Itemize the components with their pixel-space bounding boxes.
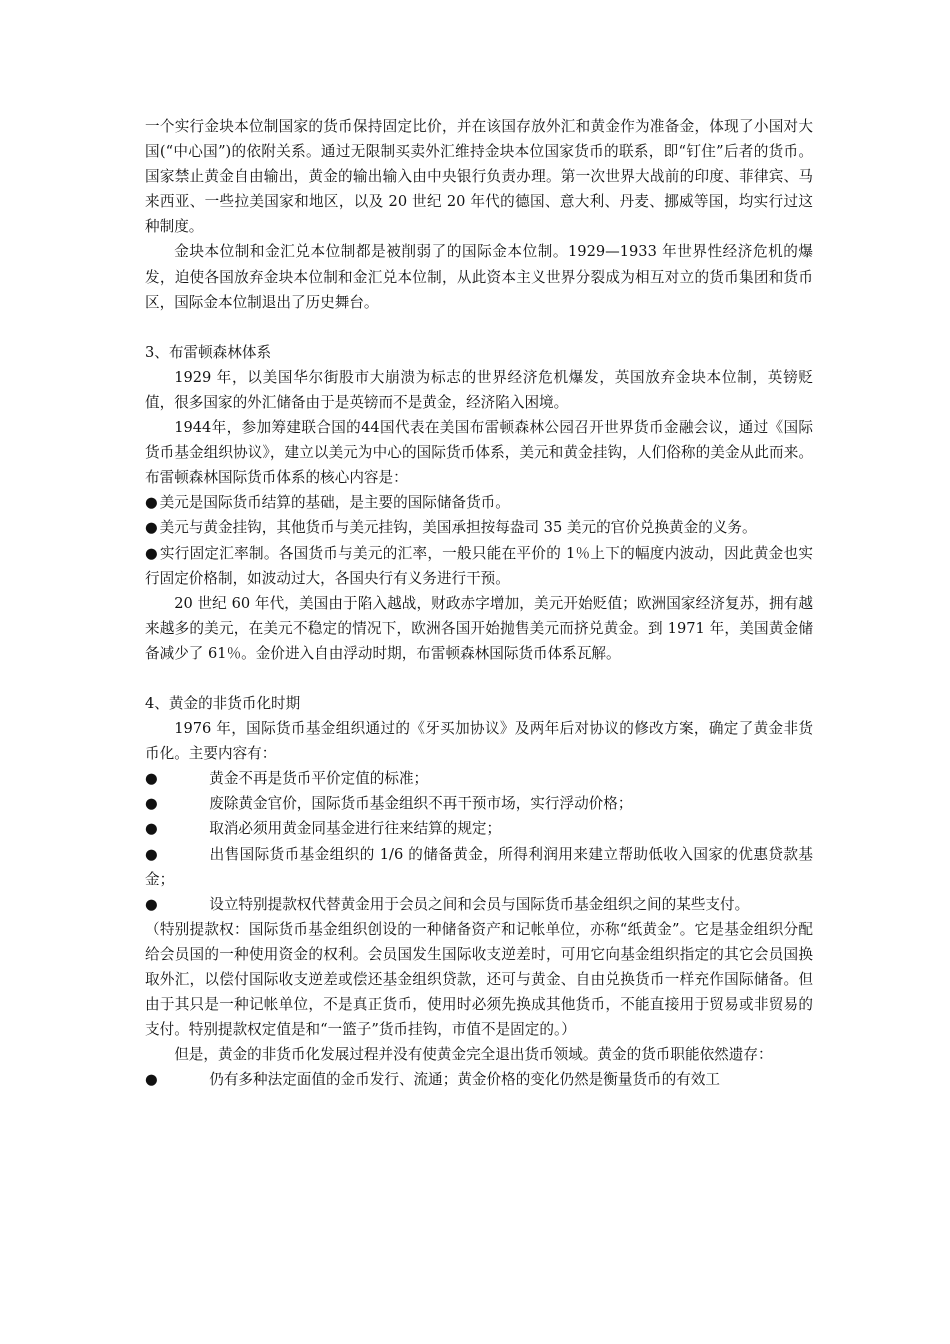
paragraph-residual-function: 但是，黄金的非货币化发展过程并没有使黄金完全退出货币领域。黄金的货币职能依然遗存： (174, 1046, 773, 1064)
bullet-text: 美元与黄金挂钩，其他货币与美元挂钩，美国承担按每盎司 35 美元的官价兑换黄金的义务。 (159, 519, 757, 537)
bullet-item (145, 791, 813, 816)
paragraph-jamaica-agreement: 1976 年，国际货币基金组织通过的《牙买加协议》及两年后对协议的修改方案，确定了黄金非货币化。主要内容有： (145, 720, 813, 763)
bullet-text: 美元是国际货币结算的基础，是主要的国际储备货币。 (159, 494, 510, 512)
paragraph-1929-crisis: 1929 年，以美国华尔街股市大崩溃为标志的世界经济危机爆发，英国放弃金块本位制，英镑贬值，很多国家的外汇储备由于是英镑而不是黄金，经济陷入困境。 (145, 368, 813, 411)
bullet-icon: ● (145, 544, 158, 562)
bullet-item (145, 892, 813, 917)
bullet-icon: ● (145, 494, 158, 512)
bullet-item (145, 515, 813, 540)
section-heading-bretton-woods: 3、布雷顿森林体系 (145, 343, 272, 361)
bullet-icon: ● (145, 770, 158, 788)
paragraph-sdr-note: （特别提款权：国际货币基金组织创设的一种储备资产和记帐单位，亦称“纸黄金”。它是基金组织分配给会员国的一种使用资金的权利。会员国发生国际收支逆差时，可用它向基金组织指定的其它会员国换取外汇，以偿付国际收支逆差或偿还基金组织贷款，还可与黄金、自由兑换货币一样充作国际储备。但由于其只是一种记帐单位，不是真正货币，使用时必须先换成其他货币，不能直接用于贸易或非贸易的支付。特别提款权定值是和“一篮子”货币挂钩，市值不是固定的。） (145, 920, 813, 1039)
bullet-text: 仍有多种法定面值的金币发行、流通；黄金价格的变化仍然是衡量货币的有效工 (209, 1071, 721, 1089)
spacer (145, 315, 813, 340)
bullet-text: 出售国际货币基金组织的 1/6 的储备黄金，所得利润用来建立帮助低收入国家的优惠贷款基金； (145, 845, 813, 888)
bullet-item (145, 842, 813, 892)
bullet-text: 废除黄金官价，国际货币基金组织不再干预市场，实行浮动价格； (209, 795, 633, 813)
bullet-icon: ● (145, 1071, 158, 1089)
bullet-text: 取消必须用黄金同基金进行往来结算的规定； (209, 820, 502, 838)
bullet-icon: ● (145, 795, 158, 813)
bullet-text: 设立特别提款权代替黄金用于会员之间和会员与国际货币基金组织之间的某些支付。 (209, 895, 750, 913)
bullet-icon: ● (145, 820, 158, 838)
paragraph-1944-conference: 1944年，参加筹建联合国的44国代表在美国布雷顿森林公园召开世界货币金融会议，通过《国际货币基金组织协议》，建立以美元为中心的国际货币体系，美元和黄金挂钩，人们俗称的美金从此而来。布雷顿森林国际货币体系的核心内容是： (145, 419, 813, 487)
paragraph-1960s-decline: 20 世纪 60 年代，美国由于陷入越战，财政赤字增加，美元开始贬值；欧洲国家经济复苏，拥有越来越多的美元，在美元不稳定的情况下，欧洲各国开始抛售美元而挤兑黄金。到 1971 年，美国黄金储备减少了 61％。金价进入自由浮动时期，布雷顿森林国际货币体系瓦解。 (145, 594, 813, 662)
section-heading-demonetization: 4、黄金的非货币化时期 (145, 694, 301, 712)
bullet-item (145, 1067, 813, 1092)
bullet-icon: ● (145, 895, 158, 913)
bullet-item (145, 766, 813, 791)
paragraph-gold-standard-end: 金块本位制和金汇兑本位制都是被削弱了的国际金本位制。1929—1933 年世界性经济危机的爆发，迫使各国放弃金块本位制和金汇兑本位制，从此资本主义世界分裂成为相互对立的货币集团和货币区，国际金本位制退出了历史舞台。 (145, 243, 813, 311)
bullet-text: 实行固定汇率制。各国货币与美元的汇率，一般只能在平价的 1％上下的幅度内波动，因此黄金也实行固定价格制，如波动过大，各国央行有义务进行干预。 (145, 544, 813, 587)
document-page (145, 114, 813, 1092)
bullet-icon: ● (145, 519, 158, 537)
bullet-text: 黄金不再是货币平价定值的标准； (209, 770, 429, 788)
bullet-item (145, 816, 813, 841)
bullet-item (145, 541, 813, 591)
spacer (145, 666, 813, 691)
paragraph-gold-bullion-peg: 一个实行金块本位制国家的货币保持固定比价，并在该国存放外汇和黄金作为准备金，体现了小国对大国(“中心国”)的依附关系。通过无限制买卖外汇维持金块本位国家货币的联系，即“钉住”后者的货币。国家禁止黄金自由输出，黄金的输出输入由中央银行负责办理。第一次世界大战前的印度、菲律宾、马来西亚、一些拉美国家和地区，以及 20 世纪 20 年代的德国、意大利、丹麦、挪威等国，均实行过这种制度。 (145, 118, 813, 236)
bullet-item (145, 490, 813, 515)
bullet-icon: ● (145, 845, 158, 863)
